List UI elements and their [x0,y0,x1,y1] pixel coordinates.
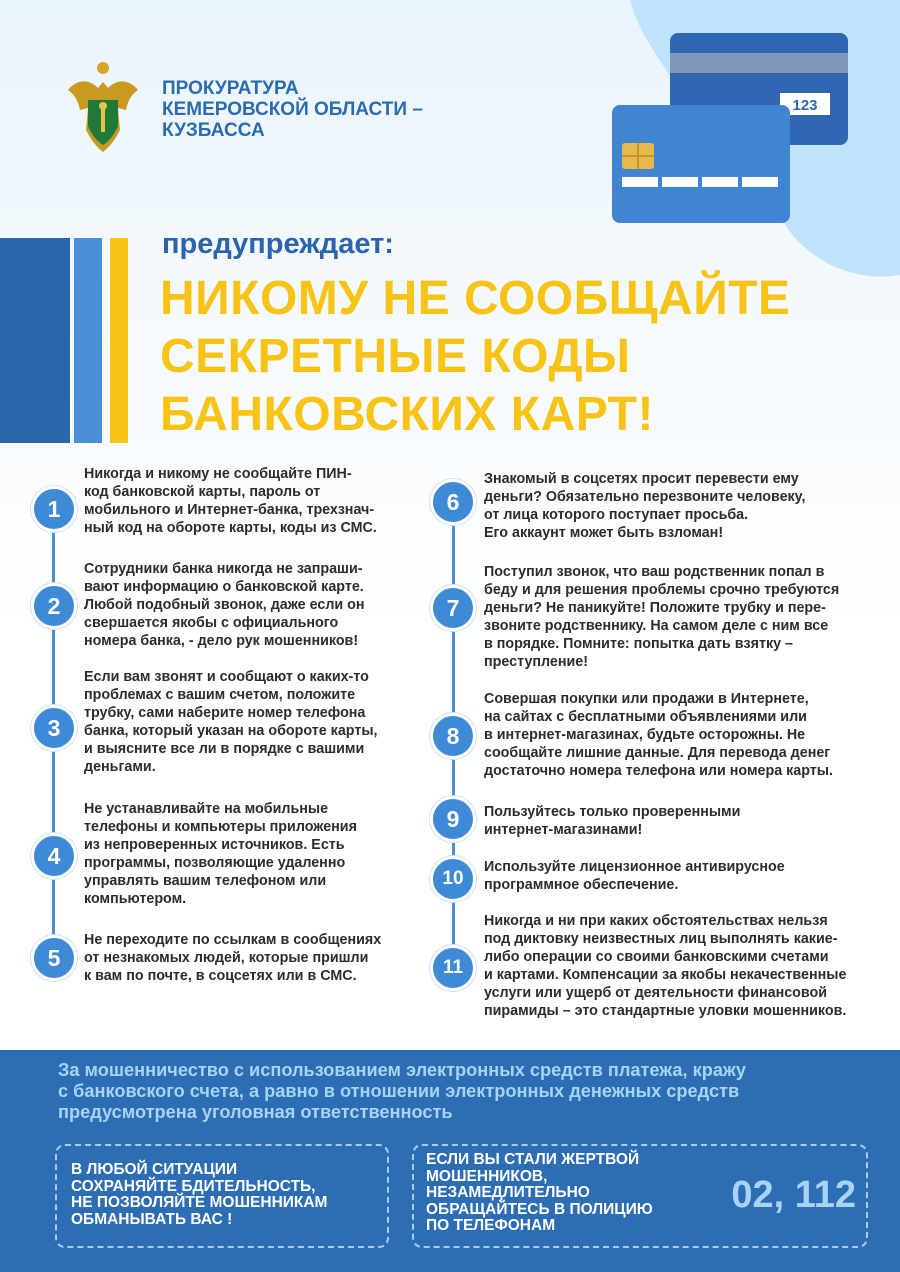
tip-6 [484,470,884,542]
tip-4-line: программы, позволяющие удаленно [84,855,346,871]
vigilance-line: В ЛЮБОЙ СИТУАЦИИ [71,1161,238,1178]
card-cvv-number: 123 [792,97,818,114]
tip-5-line: к вам по почте, в соцсетях или в СМС. [84,968,357,984]
tip-2-line: Сотрудники банка никогда не запраши- [84,561,363,577]
tip-7-line: Поступил звонок, что ваш родственник попал в [484,564,825,580]
tip-9-line: Пользуйтесь только проверенными [484,804,741,820]
tip-7 [484,563,884,671]
tip-1-line: мобильного и Интернет-банка, трехзнач- [84,502,375,518]
bank-cards-illustration [600,25,860,235]
org-line-2: КЕМЕРОВСКОЙ ОБЛАСТИ – [162,99,423,120]
tip-4-line: управлять вашим телефоном или [84,873,327,889]
liability-line-1: За мошенничество с использованием электронных средств платежа, кражу [58,1060,746,1080]
warning-headline [160,270,880,444]
vigilance-box [55,1144,389,1248]
tip-number-2: 2 [31,583,77,629]
organization-name [162,78,482,141]
tip-4-line: Не устанавливайте на мобильные [84,801,329,817]
tip-5-line: от незнакомых людей, которые пришли [84,950,369,966]
tip-number-10: 10 [430,856,476,902]
police-line: НЕЗАМЕДЛИТЕЛЬНО [426,1184,590,1201]
tip-5-line: Не переходите по ссылкам в сообщениях [84,932,382,948]
tip-3-line: банка, который указан на обороте карты, [84,723,378,739]
tip-5 [84,931,424,985]
headline-line-2: СЕКРЕТНЫЕ КОДЫ [160,330,631,383]
tip-11-line: под диктовку неизвестных лиц выполнять какие- [484,931,838,947]
tip-10-line: Используйте лицензионное антивирусное [484,859,785,875]
tip-8-line: Совершая покупки или продажи в Интернете, [484,691,809,707]
tip-6-line: Его аккаунт может быть взломан! [484,525,724,541]
tip-4 [84,800,424,908]
tip-1-line: код банковской карты, пароль от [84,484,321,500]
tip-9 [484,803,884,839]
liability-notice [58,1060,878,1123]
tip-7-line: деньги? Не паникуйте! Положите трубку и пере- [484,600,826,616]
tip-number-3: 3 [31,705,77,751]
warning-lead: предупреждает: [162,228,394,260]
headline-line-3: БАНКОВСКИХ КАРТ! [160,388,654,441]
police-line: ЕСЛИ ВЫ СТАЛИ ЖЕРТВОЙ [426,1151,640,1168]
vigilance-line: НЕ ПОЗВОЛЯЙТЕ МОШЕННИКАМ [71,1194,328,1211]
org-line-1: ПРОКУРАТУРА [162,78,299,99]
tip-1-line: Никогда и никому не сообщайте ПИН- [84,466,352,482]
tip-10-line: программное обеспечение. [484,877,679,893]
vigilance-text [71,1162,327,1228]
tip-number-6: 6 [430,479,476,525]
headline-line-1: НИКОМУ НЕ СООБЩАЙТЕ [160,272,791,325]
tip-8-line: сообщайте лишние данные. Для перевода денег [484,745,831,761]
tip-11-line: либо операции со своими банковскими счетами [484,949,829,965]
tip-number-8: 8 [430,713,476,759]
tip-7-line: звоните родственнику. На самом деле с ним все [484,618,829,634]
emergency-phone-numbers: 02, 112 [731,1174,856,1216]
police-contact-text [426,1152,653,1235]
tip-1-line: ный код на обороте карты, коды из СМС. [84,520,377,536]
police-line: ОБРАЩАЙТЕСЬ В ПОЛИЦИЮ [426,1200,653,1218]
tip-number-5: 5 [31,935,77,981]
tip-2-line: свершается якобы с официального [84,615,339,631]
tip-7-line: в порядке. Помните: попытка дать взятку – [484,636,794,652]
tip-2 [84,560,424,650]
tip-3-line: проблемах с вашим счетом, положите [84,687,356,703]
tip-number-4: 4 [31,833,77,879]
tip-6-line: от лица которого поступает просьба. [484,507,749,523]
tip-7-line: беду и для решения проблемы срочно требуются [484,582,840,598]
tip-number-11: 11 [430,945,476,991]
police-line: МОШЕННИКОВ, [426,1167,548,1185]
tip-4-line: компьютером. [84,891,187,907]
tip-8-line: достаточно номера телефона или номера карты. [484,763,833,779]
tip-9-line: интернет-магазинами! [484,822,643,838]
prosecutor-emblem-icon [58,60,148,160]
tip-1 [84,465,424,537]
tip-6-line: деньги? Обязательно перезвоните человеку, [484,489,806,505]
tip-8-line: на сайтах с бесплатными объявлениями или [484,709,807,725]
police-line: ПО ТЕЛЕФОНАМ [426,1217,556,1234]
police-contact-box [412,1144,868,1248]
vigilance-line: ОБМАНЫВАТЬ ВАС ! [71,1210,233,1228]
tip-10 [484,858,884,894]
tip-6-line: Знакомый в соцсетях просит перевести ему [484,471,799,487]
tip-8-line: в интернет-магазинах, будьте осторожны. Не [484,727,806,743]
tip-8 [484,690,884,780]
vigilance-line: СОХРАНЯЙТЕ БДИТЕЛЬНОСТЬ, [71,1177,316,1195]
tip-2-line: номера банка, - дело рук мошенников! [84,633,359,649]
tip-3-line: и выясните все ли в порядке с вашими [84,741,365,757]
decorative-bars [0,238,130,443]
tip-2-line: Любой подобный звонок, даже если он [84,597,365,613]
liability-line-3: предусмотрена уголовная ответственность [58,1102,453,1122]
tip-4-line: телефоны и компьютеры приложения [84,819,357,835]
tip-number-1: 1 [31,486,77,532]
tip-3 [84,668,424,776]
tip-11 [484,912,884,1020]
tip-11-line: и картами. Компенсации за якобы некачественные [484,967,847,983]
tip-7-line: преступление! [484,654,589,670]
tip-number-7: 7 [430,585,476,631]
tip-number-9: 9 [430,796,476,842]
tip-4-line: из непроверенных источников. Есть [84,837,345,853]
tip-11-line: пирамиды – это стандартные уловки мошенников. [484,1003,847,1019]
tip-3-line: деньгами. [84,759,156,775]
tip-11-line: Никогда и ни при каких обстоятельствах нельзя [484,913,828,929]
tip-11-line: услуги или ущерб от деятельности финансовой [484,985,828,1001]
liability-line-2: с банковского счета, а равно в отношении электронных денежных средств [58,1081,740,1101]
tip-2-line: вают информацию о банковской карте. [84,579,364,595]
tip-3-line: трубку, сами наберите номер телефона [84,705,366,721]
tip-3-line: Если вам звонят и сообщают о каких-то [84,669,369,685]
org-line-3: КУЗБАССА [162,120,265,141]
